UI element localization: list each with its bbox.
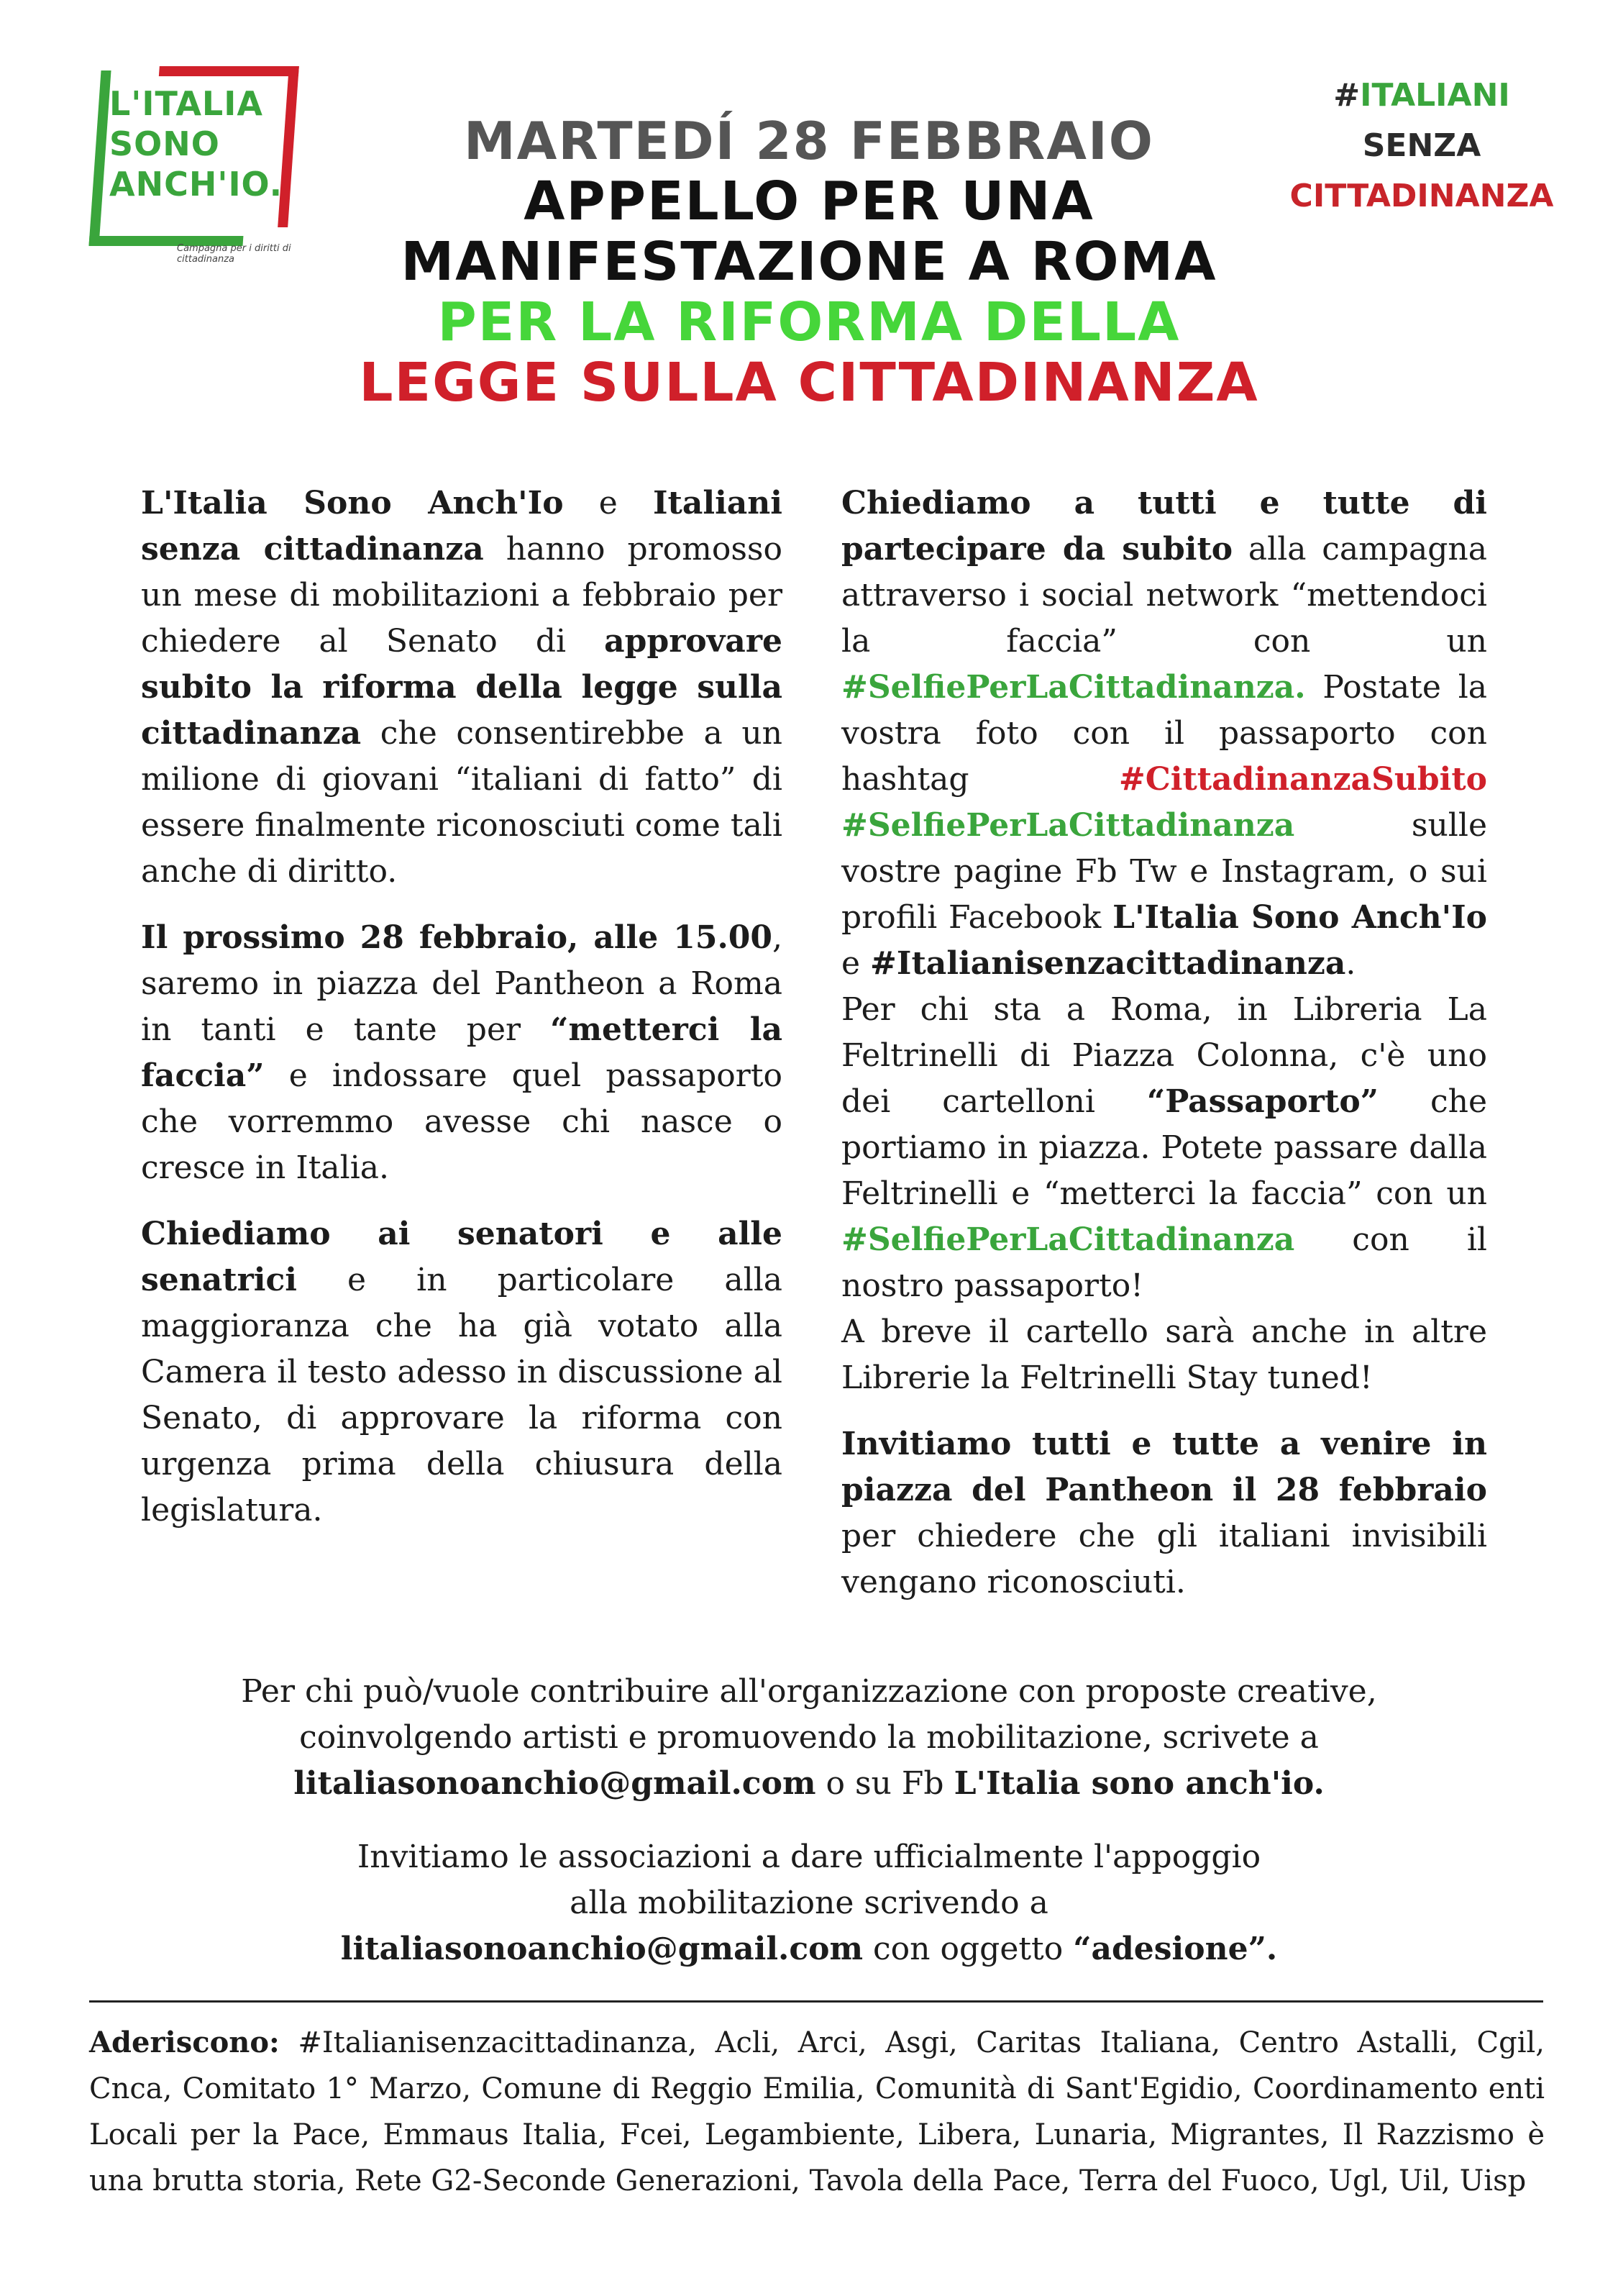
contribute-paragraph [108, 1669, 1510, 1807]
text-bold: L'Italia Sono Anch'Io [141, 485, 564, 521]
left-paragraph-3 [141, 1211, 782, 1534]
associations-line-3 [108, 1926, 1510, 1972]
title-line-4: PER LA RIFORMA DELLA [437, 291, 1181, 353]
text-bold: #Italianisenzacittadinanza [870, 945, 1346, 982]
hashtag-selfie: #SelfiePerLaCittadinanza [841, 807, 1295, 844]
associations-line-2: alla mobilitazione scrivendo a [570, 1885, 1048, 1921]
logo-tagline: Campagna per i diritti di cittadinanza [177, 243, 291, 265]
title-date: MARTEDÍ 28 FEBBRAIO [463, 111, 1155, 171]
right-paragraph-1 [841, 480, 1487, 1401]
hashtag-cittadinanza-subito: #CittadinanzaSubito [1118, 761, 1487, 798]
text-bold: “metterci la faccia” [141, 1011, 782, 1094]
text-bold: Italiani senza cittadinanza [141, 485, 782, 568]
title-line-5: LEGGE SULLA CITTADINANZA [359, 352, 1259, 414]
right-logo-line-2: SENZA [1362, 127, 1481, 164]
right-logo-line-3: CITTADINANZA [1289, 178, 1554, 214]
contribute-line-1: Per chi può/vuole contribuire all'organizzazione con proposte creative, [241, 1673, 1377, 1710]
logo-line-3: ANCH'IO. [109, 165, 283, 204]
adherents-list [89, 2020, 1545, 2204]
right-column [841, 480, 1487, 1626]
divider [89, 2000, 1543, 2003]
text-bold: Chiediamo ai senatori e alle senatrici [141, 1216, 782, 1298]
text: e in particolare alla maggioranza che ha già votato alla Camera il testo adesso in discussione al Senato, di approvare la riforma con urgenza prima della chiusura della legislatura. [141, 1262, 782, 1529]
left-column [141, 480, 782, 1554]
right-logo-word-1: ITALIANI [1360, 77, 1510, 114]
text-bold: approvare subito la riforma della legge sulla cittadinanza [141, 623, 782, 752]
associations-line-1: Invitiamo le associazioni a dare ufficialmente l'appoggio [357, 1839, 1261, 1875]
text: che consentirebbe a un milione di giovani “italiani di fatto” di essere finalmente riconosciuti come tali anche di diritto. [141, 715, 782, 890]
text-bold: Il prossimo 28 febbraio, alle 15.00 [141, 919, 772, 956]
text: Postate la vostra foto con il passaporto con hashtag [841, 669, 1487, 798]
text: per chiedere che gli italiani invisibili vengano riconosciuti. [841, 1518, 1487, 1600]
text: sulle vostre pagine Fb Tw e Instagram, o sui profili Facebook [841, 807, 1487, 936]
contribute-line-3 [108, 1761, 1510, 1807]
text-bold: Invitiamo tutti e tutte a venire in piazza del Pantheon il 28 febbraio [841, 1426, 1487, 1508]
facebook-page-name: L'Italia sono anch'io. [954, 1765, 1325, 1802]
left-paragraph-1 [141, 480, 782, 895]
contact-email-link[interactable]: litaliasonoanchio@gmail.com [293, 1765, 816, 1802]
text: A breve il cartello sarà anche in altre Librerie la Feltrinelli Stay tuned! [841, 1313, 1487, 1396]
text-bold: Chiediamo a tutti e tutte di partecipare da subito [841, 485, 1487, 568]
email-subject: “adesione”. [1073, 1931, 1278, 1967]
hashtag-selfie: #SelfiePerLaCittadinanza. [841, 669, 1306, 706]
text: e [841, 945, 871, 982]
right-logo-hash: # [1333, 77, 1361, 114]
text: che portiamo in piazza. Potete passare dalla Feltrinelli e “metterci la faccia” con un [841, 1083, 1487, 1212]
hashtag-selfie: #SelfiePerLaCittadinanza [841, 1221, 1295, 1258]
title-line-3: MANIFESTAZIONE A ROMA [401, 231, 1217, 293]
adherents-names: #Italianisenzacittadinanza, Acli, Arci, Asgi, Caritas Italiana, Centro Astalli, Cgil, Cnca, Comitato 1° Marzo, Comune di Reggio Emilia, Comunità di Sant'Egidio, Coordinamento enti Locali per la Pace, Emmaus Italia, Fcei, Legambiente, Libera, Lunaria, Migrantes, Il Razzismo è una brutta storia, Rete G2-Seconde Generazioni, Tavola della Pace, Terra del Fuoco, Ugl, Uil, Uisp [89, 2026, 1545, 2197]
logo-line-2: SONO [109, 124, 220, 163]
left-paragraph-2 [141, 915, 782, 1191]
text: . [1345, 945, 1356, 982]
logo-line-1: L'ITALIA [109, 84, 263, 123]
page-title [237, 111, 1381, 413]
right-paragraph-4 [841, 1421, 1487, 1605]
text: hanno promosso un mese di mobilitazioni a febbraio per chiedere al Senato di [141, 531, 783, 660]
text: con oggetto [863, 1931, 1074, 1967]
title-line-2: APPELLO PER UNA [524, 170, 1094, 232]
associations-paragraph [108, 1834, 1510, 1972]
text: e indossare quel passaporto che vorremmo avesse chi nasce o cresce in Italia. [141, 1057, 782, 1186]
adherents-label: Aderiscono: [89, 2026, 280, 2059]
text: e [563, 485, 653, 521]
text: o su Fb [815, 1765, 954, 1802]
contribute-line-2: coinvolgendo artisti e promuovendo la mobilitazione, scrivete a [299, 1719, 1319, 1756]
text: alla campagna attraverso i social network “mettendoci la faccia” con un [841, 531, 1487, 660]
contact-email-link[interactable]: litaliasonoanchio@gmail.com [340, 1931, 864, 1967]
text: , saremo in piazza del Pantheon a Roma in tanti e tante per [141, 919, 782, 1048]
text: con il nostro passaporto! [841, 1221, 1487, 1304]
text-bold: L'Italia Sono Anch'Io [1112, 899, 1487, 936]
text: Per chi sta a Roma, in Libreria La Feltrinelli di Piazza Colonna, c'è uno dei cartelloni [841, 991, 1487, 1120]
text-bold: “Passaporto” [1146, 1083, 1379, 1120]
